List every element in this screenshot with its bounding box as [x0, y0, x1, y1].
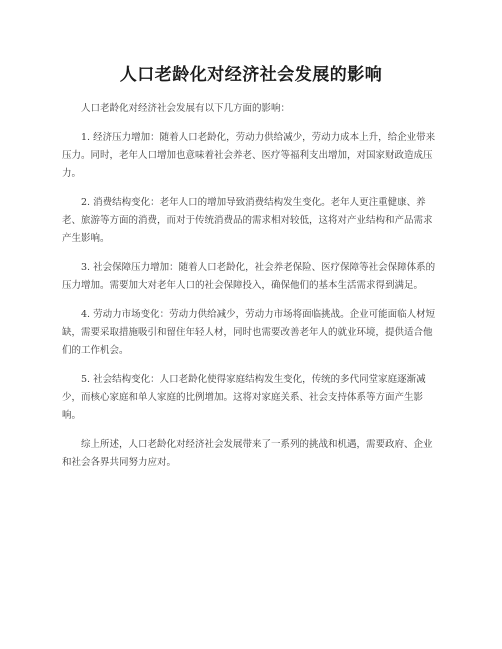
- list-item-1: 1. 经济压力增加：随着人口老龄化，劳动力供给减少，劳动力成本上升，给企业带来压力。同时，老年人口增加也意味着社会养老、医疗等福利支出增加，对国家财政造成压力。: [62, 132, 436, 179]
- list-item-5: 5. 社会结构变化：人口老龄化使得家庭结构发生变化，传统的多代同堂家庭逐渐减少，而核心家庭和单人家庭的比例增加。这将对家庭关系、社会支持体系等方面产生影响。: [62, 374, 426, 421]
- conclusion-paragraph: 综上所述，人口老龄化对经济社会发展带来了一系列的挑战和机遇，需要政府、企业和社会各界共同努力应对。: [62, 439, 433, 468]
- document-body: [62, 100, 440, 483]
- intro-paragraph: 人口老龄化对经济社会发展有以下几方面的影响：: [81, 103, 291, 114]
- document-title: 人口老龄化对经济社会发展的影响: [119, 65, 383, 85]
- list-item-3: 3. 社会保障压力增加：随着人口老龄化，社会养老保险、医疗保障等社会保障体系的压力增加。需要加大对老年人口的社会保障投入，确保他们的基本生活需求得到满足。: [62, 262, 436, 291]
- list-item-2: 2. 消费结构变化：老年人口的增加导致消费结构发生变化。老年人更注重健康、养老、旅游等方面的消费，而对于传统消费品的需求相对较低，这将对产业结构和产品需求产生影响。: [62, 197, 433, 244]
- list-item-4: 4. 劳动力市场变化：劳动力供给减少，劳动力市场将面临挑战。企业可能面临人材短缺，需要采取措施吸引和留住年轻人材，同时也需要改善老年人的就业环境，提供适合他们的工作机会。: [62, 309, 436, 356]
